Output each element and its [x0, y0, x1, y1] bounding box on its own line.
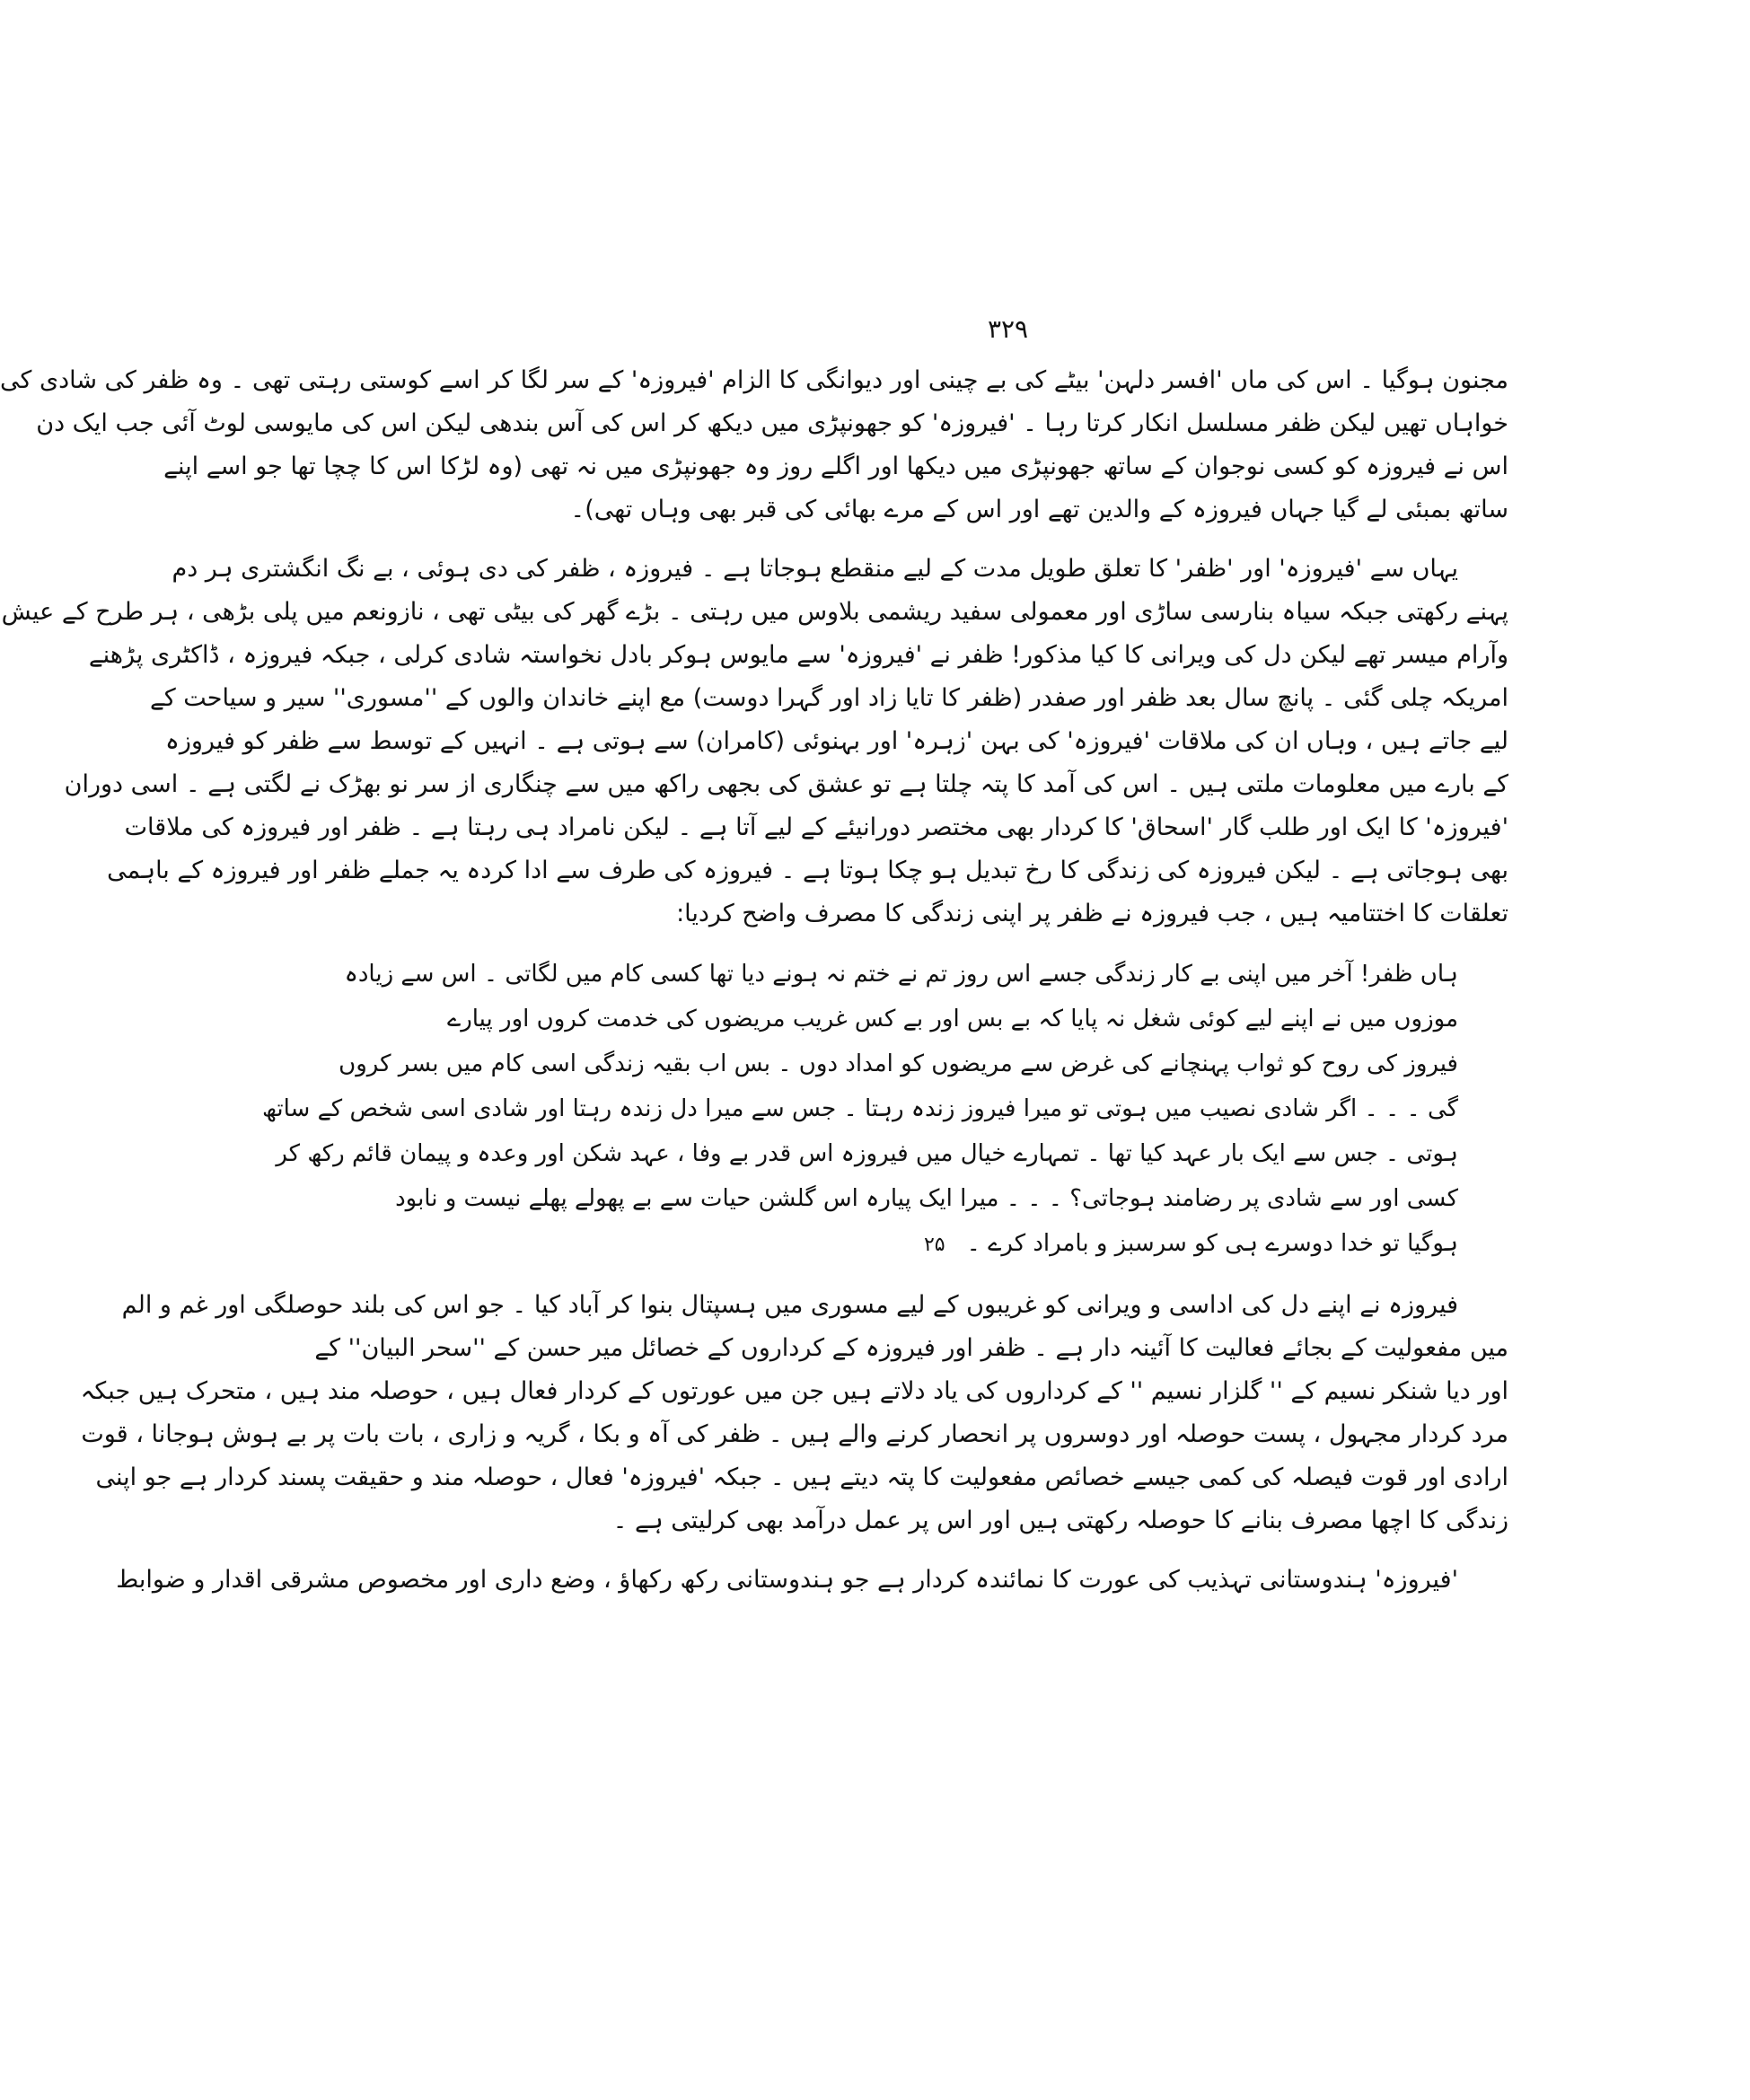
paragraph-1	[0, 359, 1508, 532]
quote-last-text: ہوگیا تو خدا دوسرے ہی کو سرسبز و بامراد کرے ۔	[966, 1230, 1458, 1257]
text-line: ارادی اور قوت فیصلہ کی کمی جیسے خصائص مفعولیت کا پتہ دیتے ہیں ۔ جبکہ 'فیروزہ' فعال ، حوصلہ مند و حقیقت پسند کردار ہے جو اپنی	[95, 1463, 1508, 1491]
text-line: کے بارے میں معلومات ملتی ہیں ۔ اس کی آمد کا پتہ چلتا ہے تو عشق کی بجھی راکھ میں سے چنگاری از سر نو بھڑک نے لگتی ہے ۔ اسی دوران	[64, 770, 1508, 798]
text-line: مجنون ہوگیا ۔ اس کی ماں 'افسر دلہن' بیٹے کی بے چینی اور دیوانگی کا الزام 'فیروزہ' کے سر لگا کر اسے کوستی رہتی تھی ۔ وہ ظفر کی شادی کی	[0, 366, 1508, 394]
text-line: وآرام میسر تھے لیکن دل کی ویرانی کا کیا مذکور! ظفر نے 'فیروزہ' سے مایوس ہوکر بادل نخواستہ شادی کرلی ، جبکہ فیروزہ ، ڈاکٹری پڑھنے	[88, 641, 1508, 669]
text-line: مرد کردار مجہول ، پست حوصلہ اور دوسروں پر انحصار کرنے والے ہیں ۔ ظفر کی آہ و بکا ، گریہ و زاری ، بات بات پر بے ہوش ہوجانا ، قوت	[81, 1420, 1508, 1448]
paragraph-2	[1, 548, 1508, 936]
block-quote	[261, 952, 1508, 1268]
text-line: 'فیروزہ' کا ایک اور طلب گار 'اسحاق' کا کردار بھی مختصر دورانیئے کے لیے آتا ہے ۔ لیکن نامراد ہی رہتا ہے ۔ ظفر اور فیروزہ کی ملاقات	[124, 813, 1508, 841]
quote-line: موزوں میں نے اپنے لیے کوئی شغل نہ پایا کہ بے بس اور بے کس غریب مریضوں کی خدمت کروں اور پیارے	[446, 1006, 1458, 1032]
text-line: 'فیروزہ' ہندوستانی تہذیب کی عورت کا نمائندہ کردار ہے جو ہندوستانی رکھ رکھاؤ ، وضع داری اور مخصوص مشرقی اقدار و ضوابط	[116, 1566, 1458, 1594]
quote-line: ہاں ظفر! آخر میں اپنی بے کار زندگی جسے اس روز تم نے ختم نہ ہونے دیا تھا کسی کام میں لگاتی ۔ اس سے زیادہ	[344, 961, 1458, 988]
quote-line: گی ۔ ۔ ۔ اگر شادی نصیب میں ہوتی تو میرا فیروز زندہ رہتا ۔ جس سے میرا دل زندہ رہتا اور شادی اسی شخص کے ساتھ	[261, 1095, 1458, 1122]
quote-line: ہوتی ۔ جس سے ایک بار عہد کیا تھا ۔ تمہارے خیال میں فیروزہ اس قدر بے وفا ، عہد شکن اور وعدہ و پیمان قائم رکھ کر	[276, 1140, 1458, 1167]
text-line: پہنے رکھتی جبکہ سیاہ بنارسی ساڑی اور معمولی سفید ریشمی بلاوس میں رہتی ۔ بڑے گھر کی بیٹی تھی ، نازونعم میں پلی بڑھی ، ہر طرح کے عیش	[1, 598, 1508, 626]
paragraph-4	[116, 1559, 1508, 1602]
body-text	[0, 359, 1508, 1618]
footnote-reference: ۲۵	[923, 1234, 945, 1256]
text-line: فیروزہ نے اپنے دل کی اداسی و ویرانی کو غریبوں کے لیے مسوری میں ہسپتال بنوا کر آباد کیا ۔ جو اس کی بلند حوصلگی اور غم و الم	[121, 1291, 1458, 1319]
text-line: امریکہ چلی گئی ۔ پانچ سال بعد ظفر اور صفدر (ظفر کا تایا زاد اور گہرا دوست) مع اپنے خاندان والوں کے ''مسوری'' سیر و سیاحت کے	[150, 684, 1508, 712]
text-line: تعلقات کا اختتامیہ ہیں ، جب فیروزہ نے ظفر پر اپنی زندگی کا مصرف واضح کردیا:	[676, 900, 1508, 927]
text-line: بھی ہوجاتی ہے ۔ لیکن فیروزہ کی زندگی کا رخ تبدیل ہو چکا ہوتا ہے ۔ فیروزہ کی طرف سے ادا کردہ یہ جملے ظفر اور فیروزہ کے باہمی	[107, 857, 1508, 884]
paragraph-3	[80, 1284, 1508, 1542]
text-line: لیے جاتے ہیں ، وہاں ان کی ملاقات 'فیروزہ' کی بہن 'زہرہ' اور بہنوئی (کامران) سے ہوتی ہے ۔ انہیں کے توسط سے ظفر کو فیروزہ	[165, 727, 1508, 755]
text-line: اور دیا شنکر نسیم کے '' گلزار نسیم '' کے کرداروں کی یاد دلاتے ہیں جن میں عورتوں کے کردار فعال ہیں ، حوصلہ مند ہیں ، متحرک ہیں جبکہ	[80, 1377, 1508, 1405]
quote-line: کسی اور سے شادی پر رضامند ہوجاتی؟ ۔ ۔ ۔ میرا ایک پیارہ اس گلشن حیات سے بے پھولے پھلے نیست و نابود	[395, 1185, 1458, 1212]
page-number: ۳۲۹	[987, 314, 1029, 344]
text-line: خواہاں تھیں لیکن ظفر مسلسل انکار کرتا رہا ۔ 'فیروزہ' کو جھونپڑی میں دیکھ کر اس کی آس بندھی لیکن اس کی مایوسی لوٹ آئی جب ایک دن	[36, 409, 1508, 437]
text-line: ساتھ بمبئی لے گیا جہاں فیروزہ کے والدین تھے اور اس کے مرے بھائی کی قبر بھی وہاں تھی)۔	[570, 496, 1508, 523]
text-line: زندگی کا اچھا مصرف بنانے کا حوصلہ رکھتی ہیں اور اس پر عمل درآمد بھی کرلیتی ہے ۔	[612, 1507, 1508, 1534]
quote-line	[596, 1221, 1458, 1268]
quote-line: فیروز کی روح کو ثواب پہنچانے کی غرض سے مریضوں کو امداد دوں ۔ بس اب بقیہ زندگی اسی کام میں بسر کروں	[339, 1050, 1458, 1077]
text-line: یہاں سے 'فیروزہ' اور 'ظفر' کا تعلق طویل مدت کے لیے منقطع ہوجاتا ہے ۔ فیروزہ ، ظفر کی دی ہوئی ، بے نگ انگشتری ہر دم	[171, 555, 1458, 583]
text-line: اس نے فیروزہ کو کسی نوجوان کے ساتھ جھونپڑی میں دیکھا اور اگلے روز وہ جھونپڑی میں نہ تھی (وہ لڑکا اس کا چچا تھا جو اسے اپنے	[163, 453, 1508, 480]
text-line: میں مفعولیت کے بجائے فعالیت کا آئینہ دار ہے ۔ ظفر اور فیروزہ کے کرداروں کے خصائل میر حسن کے ''سحر البیان'' کے	[314, 1334, 1508, 1362]
